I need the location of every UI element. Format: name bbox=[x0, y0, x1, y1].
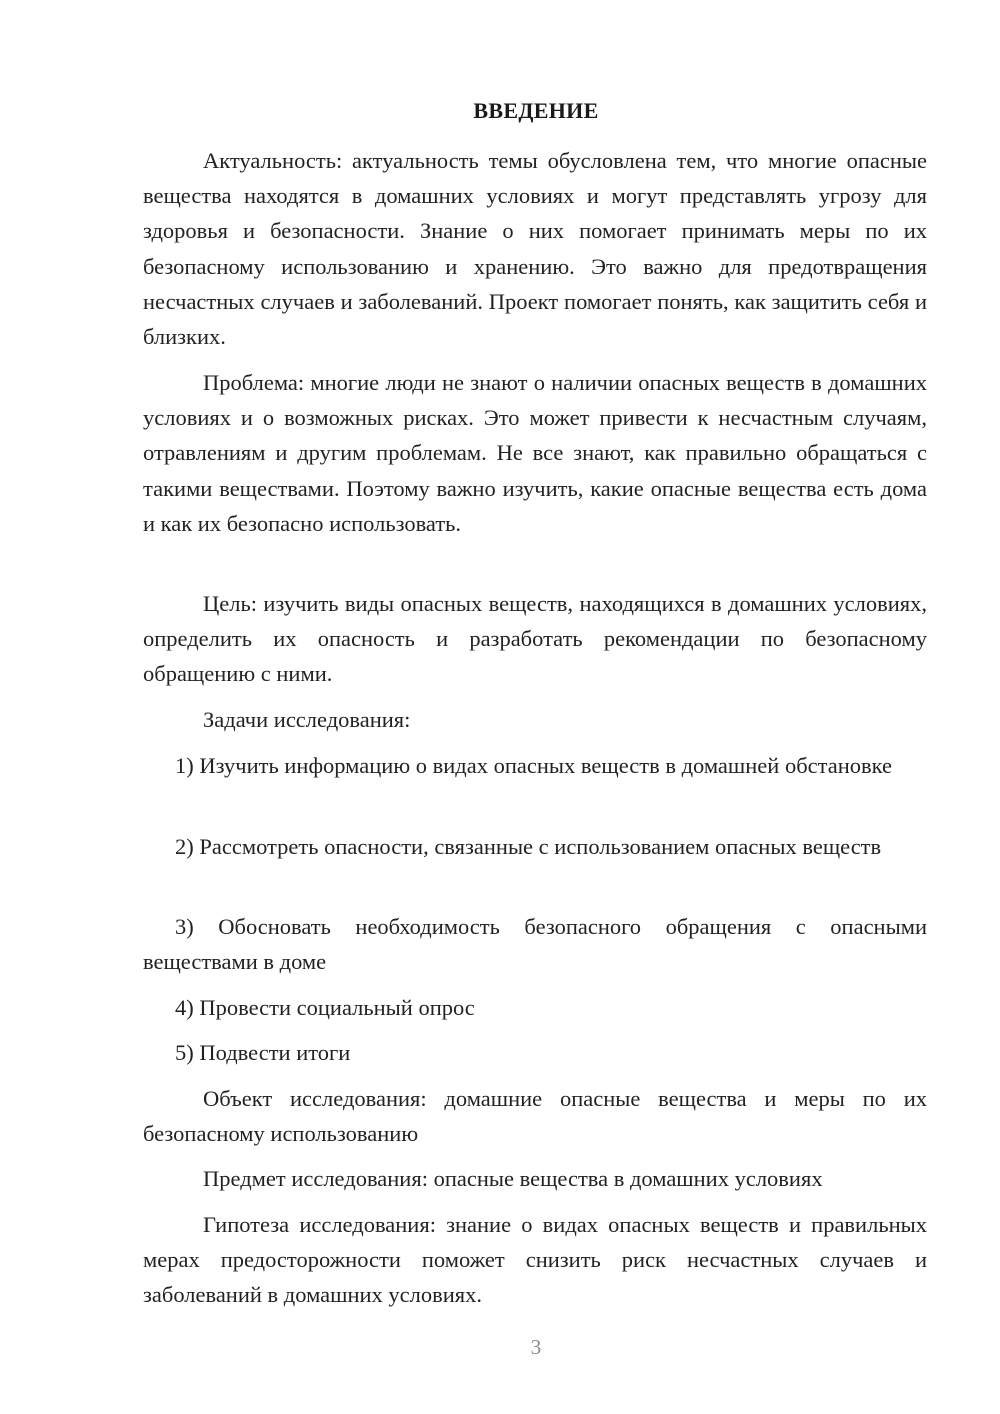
paragraph-goal: Цель: изучить виды опасных веществ, находящихся в домашних условиях, определить их опасность и разработать рекомендации по безопасному обращению с ними. bbox=[143, 591, 927, 687]
task-item-5: 5) Подвести итоги bbox=[175, 1040, 351, 1065]
paragraph-problem: Проблема: многие люди не знают о наличии опасных веществ в домашних условиях и о возможных рисках. Это может привести к несчастным случаям, отравлениям и другим проблемам. Не все знают, как правильно обращаться с такими веществами. Поэтому важно изучить, какие опасные вещества есть дома и как их безопасно использовать. bbox=[143, 370, 927, 536]
task-item-3: 3) Обосновать необходимость безопасного обращения с опасными веществами в доме bbox=[143, 914, 927, 975]
page-number: 3 bbox=[530, 1335, 542, 1359]
task-item-2: 2) Рассмотреть опасности, связанные с использованием опасных веществ bbox=[175, 834, 882, 859]
task-item-4: 4) Провести социальный опрос bbox=[175, 995, 475, 1020]
paragraph-relevance: Актуальность: актуальность темы обусловлена тем, что многие опасные вещества находятся в домашних условиях и могут представлять угрозу для здоровья и безопасности. Знание о них помогает принимать меры по их безопасному использованию и хранению. Это важно для предотвращения несчастных случаев и заболеваний. Проект помогает понять, как защитить себя и близких. bbox=[143, 148, 927, 350]
task-item-1: 1) Изучить информацию о видах опасных веществ в домашней обстановке bbox=[175, 753, 892, 778]
page-title: ВВЕДЕНИЕ bbox=[473, 98, 599, 123]
paragraph-object: Объект исследования: домашние опасные вещества и меры по их безопасному использованию bbox=[143, 1086, 927, 1147]
paragraph-subject: Предмет исследования: опасные вещества в домашних условиях bbox=[203, 1166, 823, 1191]
paragraph-hypothesis: Гипотеза исследования: знание о видах опасных веществ и правильных мерах предосторожности поможет снизить риск несчастных случаев и заболеваний в домашних условиях. bbox=[143, 1212, 927, 1308]
tasks-heading: Задачи исследования: bbox=[203, 707, 411, 732]
